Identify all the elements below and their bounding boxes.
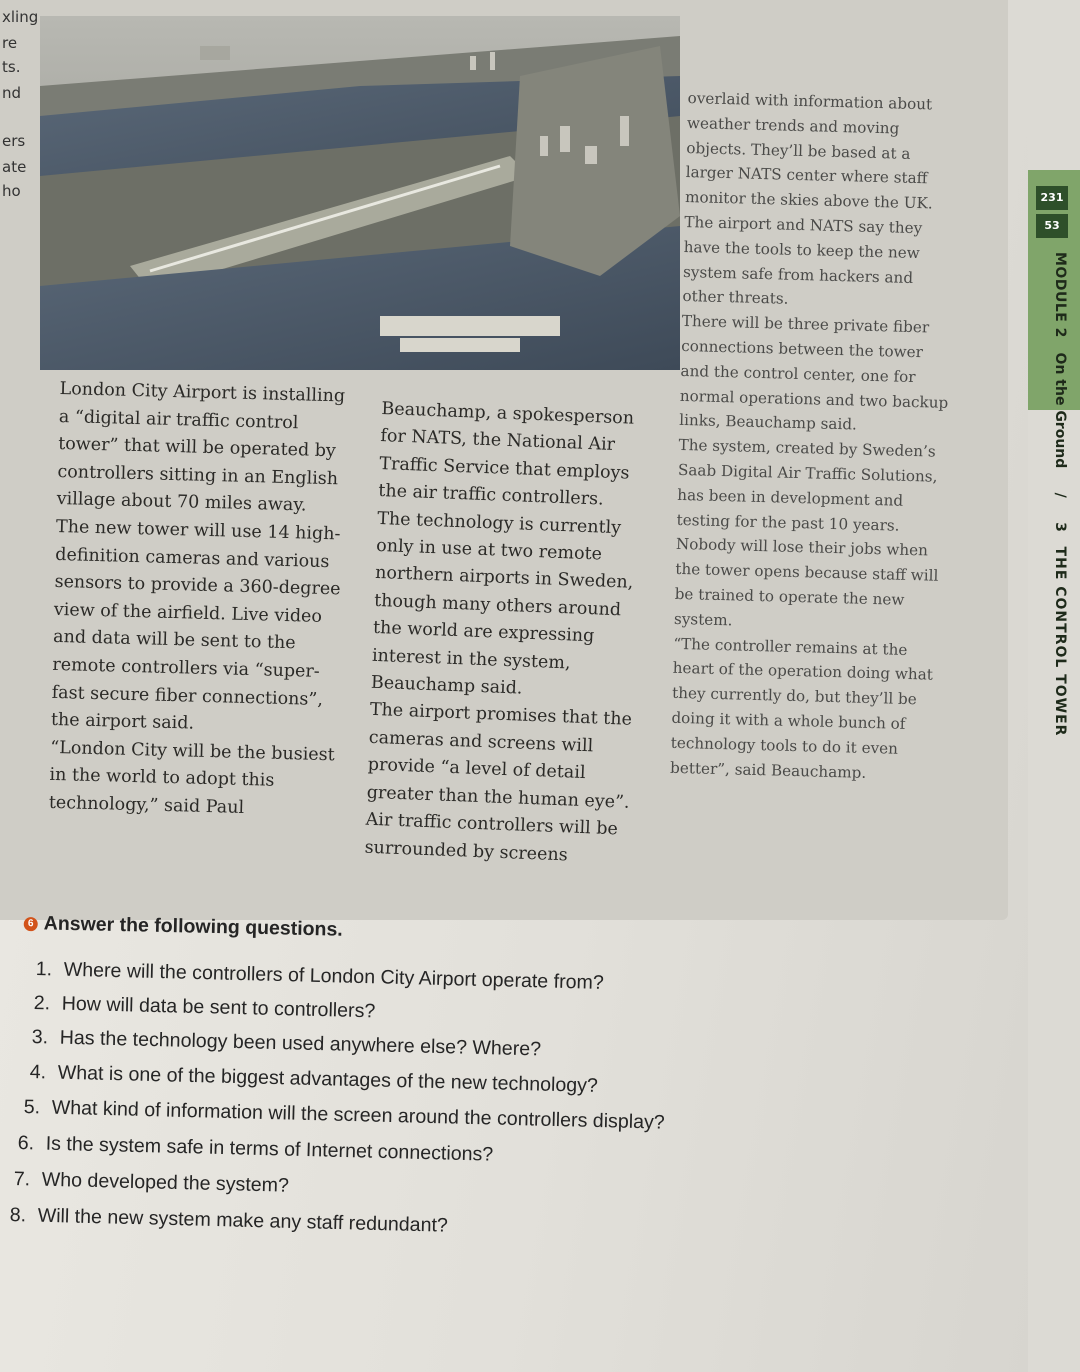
question-item: 6. Is the system safe in terms of Internet connections? [17,1132,494,1166]
article-column-right [670,86,958,787]
margin-fragment: ho [2,182,21,200]
chapter-title: THE CONTROL TOWER [1052,546,1068,737]
paragraph: overlaid with information about weather trends and moving objects. They’ll be based at a larger NATS center where staff monitor the skies above the UK. [684,88,933,213]
exercise-instruction: Answer the following questions. [43,912,343,941]
exercise-section [9,912,784,1237]
paragraph: “London City will be the busiest in the world to adopt this technology,” said Paul [48,737,335,818]
running-head [1052,252,1068,932]
paragraph: The airport promises that the cameras and screens will provide “a level of detail greater than the human eye”. Air traffic controllers will be surrounded by screens [364,700,633,865]
question-item: 8. Will the new system make any staff redundant? [9,1204,449,1237]
aerial-airport-photo [40,16,680,370]
paragraph: Beauchamp, a spokesperson for NATS, the National Air Traffic Service that employs the air traffic controllers. [377,398,635,510]
paragraph: The new tower will use 14 high-definition cameras and various sensors to provide a 360-degree view of the airfield. Live video and data will be sent to the remote controllers via “super-fast secure fiber connections”, the airport said. [50,516,341,734]
paragraph: There will be three private fiber connections between the tower and the control center, one for normal operations and two backup links, Beauchamp said. [679,312,949,434]
article-column-middle [364,396,654,872]
question-item: 7. Who developed the system? [13,1168,290,1197]
previous-page-edge [0,0,40,210]
margin-fragment: nd [2,84,22,102]
module-title: On the Ground [1052,352,1068,469]
module-label: MODULE 2 [1052,252,1068,338]
margin-fragment: xling [2,8,39,26]
question-item: 4. What is one of the biggest advantages of the new technology? [29,1061,599,1097]
page-number-badge: 231 [1036,186,1068,210]
separator: / [1052,492,1068,498]
exercise-number-icon: 6 [24,916,38,930]
chapter-number: 3 [1052,522,1068,532]
margin-fragment: ers [2,132,26,150]
page-number-badge: 53 [1036,214,1068,238]
paragraph: The airport and NATS say they have the tools to keep the new system safe from hackers and other threats. [682,212,923,309]
question-item: 1. Where will the controllers of London City Airport operate from? [35,958,605,994]
question-item: 3. Has the technology been used anywhere else? Where? [31,1026,542,1061]
paragraph: Nobody will lose their jobs when the tower opens because staff will be trained to operate the new system. [673,535,939,630]
question-item: 5. What kind of information will the screen around the controllers display? [23,1096,665,1134]
margin-fragment: re [2,34,18,52]
margin-fragment: ate [2,158,27,176]
article-column-left [48,376,359,825]
paragraph: The system, created by Sweden’s Saab Digital Air Traffic Solutions, has been in development and testing for the past 10 years. [676,436,938,535]
margin-fragment: ts. [2,58,21,76]
paragraph: “The controller remains at the heart of the operation doing what they currently do, but they’ll be doing it with a whole bunch of technology tools to do it even better”, said Beauchamp. [669,634,934,782]
paragraph: London City Airport is installing a “digital air traffic control tower” that will be operated by controllers sitting in an English village about 70 miles away. [56,378,346,516]
paragraph: The technology is currently only in use at two remote northern airports in Sweden, though many others around the world are expressing interest in the system, Beauchamp said. [370,508,634,699]
question-item: 2. How will data be sent to controllers? [33,992,376,1023]
